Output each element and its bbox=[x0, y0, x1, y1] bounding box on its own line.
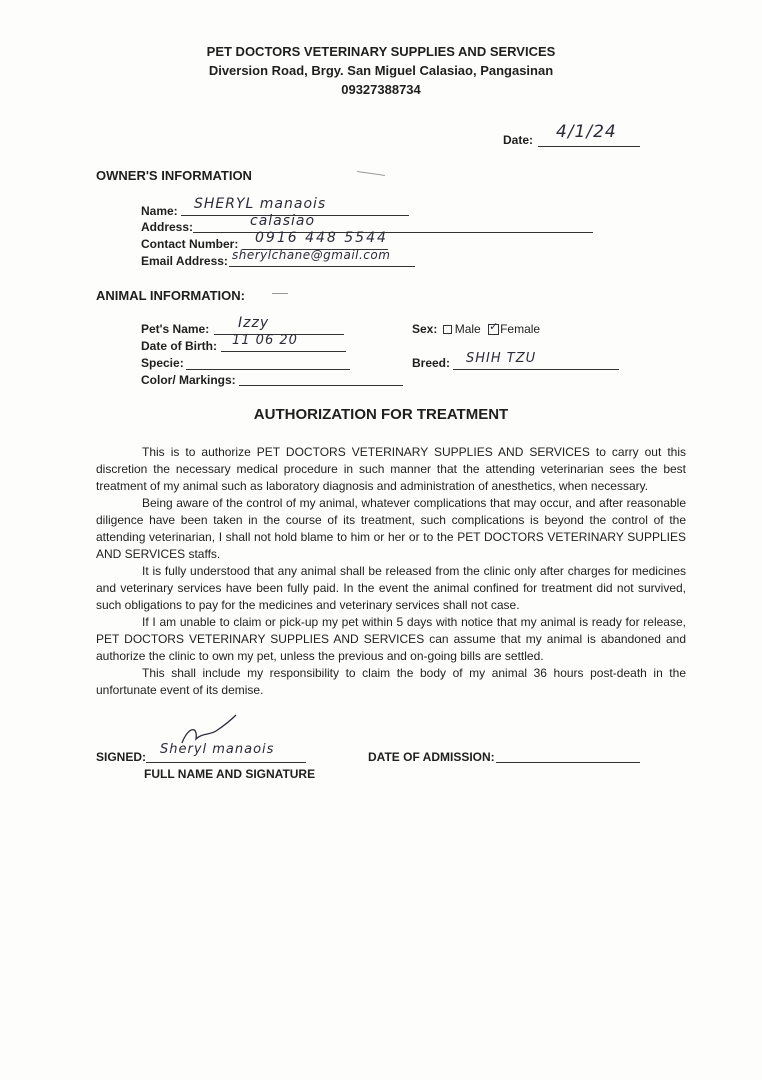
date-value: 4/1/24 bbox=[556, 122, 617, 142]
stray-mark bbox=[357, 171, 385, 176]
pet-name-value: Izzy bbox=[238, 315, 270, 331]
authorization-paragraph: It is fully understood that any animal shall be released from the clinic only after charges for medicines and veterinary services have been fully paid. In the event the animal confined for treatment did not survived, such obligations to pay for the medicines and veterinary services shall not case. bbox=[96, 564, 686, 612]
authorization-paragraph: If I am unable to claim or pick-up my pet within 5 days with notice that my animal is ready for release, PET DOCTORS VETERINARY SUPPLIES AND SERVICES can assume that my animal is abandoned and authorize the clinic to own my pet, unless the previous and on-going bills are settled. bbox=[96, 615, 686, 663]
pet-name-label: Pet's Name: bbox=[141, 322, 210, 336]
owner-name-value: SHERYL manaois bbox=[194, 196, 327, 212]
company-address: Diversion Road, Brgy. San Miguel Calasiao, Pangasinan bbox=[208, 63, 554, 78]
admission-date-line bbox=[496, 762, 640, 763]
female-option-label: Female bbox=[500, 322, 541, 336]
signed-label: SIGNED: bbox=[96, 750, 147, 764]
authorization-body bbox=[96, 444, 686, 699]
dob-line bbox=[221, 351, 346, 352]
owner-contact-value: 0916 448 5544 bbox=[255, 230, 388, 246]
male-option-label: Male bbox=[454, 322, 481, 336]
owner-email-line bbox=[229, 266, 415, 267]
company-phone: 09327388734 bbox=[341, 82, 421, 97]
owner-address-label: Address: bbox=[141, 220, 194, 234]
owner-address-line bbox=[193, 232, 593, 233]
owner-contact-label: Contact Number: bbox=[141, 237, 239, 251]
signed-name: Sheryl manaois bbox=[160, 742, 275, 757]
owner-section-heading: OWNER'S INFORMATION bbox=[96, 168, 252, 183]
stray-mark bbox=[272, 293, 288, 294]
admission-date-label: DATE OF ADMISSION: bbox=[368, 750, 495, 764]
authorization-paragraph: This is to authorize PET DOCTORS VETERINARY SUPPLIES AND SERVICES to carry out this discretion the necessary medical procedure in such manner that the attending veterinarian sees the best treatment of my animal such as laboratory diagnosis and administration of anesthetics, when necessary. bbox=[96, 445, 686, 493]
breed-line bbox=[453, 369, 619, 370]
color-label: Color/ Markings: bbox=[141, 373, 236, 387]
company-name: PET DOCTORS VETERINARY SUPPLIES AND SERVICES bbox=[206, 44, 556, 59]
signature-caption: FULL NAME AND SIGNATURE bbox=[144, 767, 316, 781]
breed-label: Breed: bbox=[412, 356, 451, 370]
breed-value: SHIH TZU bbox=[466, 351, 537, 366]
owner-address-value: calasiao bbox=[250, 213, 316, 229]
animal-section-heading: ANIMAL INFORMATION: bbox=[96, 288, 245, 303]
date-line bbox=[538, 146, 640, 147]
owner-name-label: Name: bbox=[141, 204, 178, 218]
signature-line bbox=[146, 762, 306, 763]
dob-label: Date of Birth: bbox=[141, 339, 217, 353]
authorization-paragraph: Being aware of the control of my animal, whatever complications that may occur, and after reasonable diligence have been taken in the course of its treatment, such complications is beyond the control of the attending veterinarian, I shall not hold blame to him or her or to the PET DOCTORS VETERINARY SUPPLIES AND SERVICES staffs. bbox=[96, 496, 686, 561]
specie-label: Specie: bbox=[141, 356, 184, 370]
date-label: Date: bbox=[503, 133, 534, 147]
owner-email-label: Email Address: bbox=[141, 254, 228, 268]
dob-value: 11 06 20 bbox=[232, 333, 298, 348]
color-line bbox=[239, 385, 403, 386]
male-checkbox[interactable] bbox=[443, 325, 452, 334]
authorization-title: AUTHORIZATION FOR TREATMENT bbox=[253, 406, 509, 423]
owner-email-value: sherylchane@gmail.com bbox=[232, 248, 391, 262]
sex-field bbox=[412, 322, 540, 336]
sex-label: Sex: bbox=[412, 322, 438, 336]
specie-line bbox=[186, 369, 350, 370]
authorization-paragraph: This shall include my responsibility to claim the body of my animal 36 hours post-death in the unfortunate event of its demise. bbox=[96, 666, 686, 697]
female-checkbox[interactable] bbox=[488, 324, 499, 335]
